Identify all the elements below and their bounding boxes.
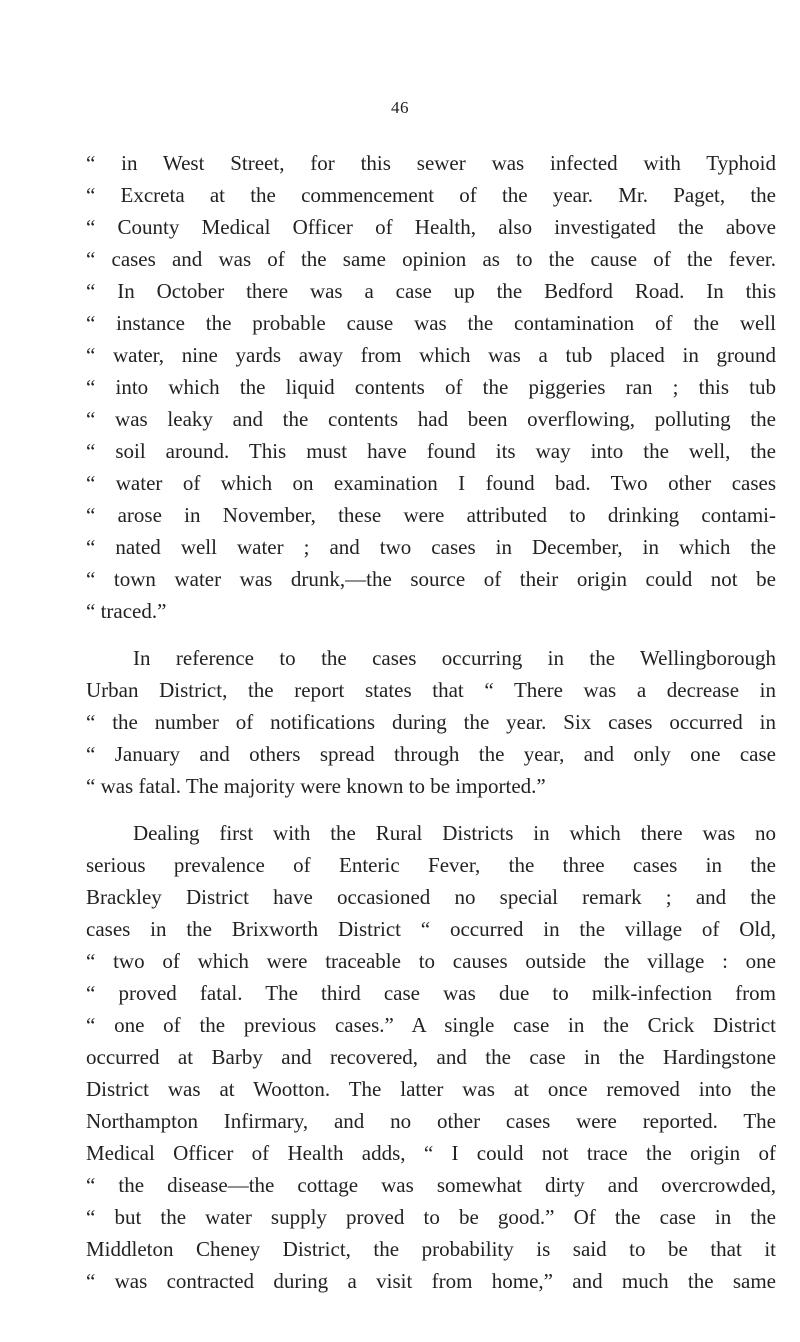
text-line: “ was fatal. The majority were known to be imported.” (86, 774, 546, 798)
text-line: Middleton Cheney District, the probability is said to be that it (86, 1237, 776, 1261)
page-number: 46 (391, 98, 409, 117)
text-line: “ the disease—the cottage was somewhat dirty and overcrowded, (86, 1173, 776, 1197)
text-line: “ instance the probable cause was the contamination of the well (86, 311, 776, 335)
text-line: “ In October there was a case up the Bedford Road. In this (86, 279, 776, 303)
text-line: “ cases and was of the same opinion as to the cause of the fever. (86, 247, 776, 271)
text-line: Urban District, the report states that “ There was a decrease in (86, 678, 776, 702)
text-line: “ nated well water ; and two cases in December, in which the (86, 535, 776, 559)
text-line: “ soil around. This must have found its way into the well, the (86, 439, 776, 463)
text-line: “ water of which on examination I found bad. Two other cases (86, 471, 776, 495)
text-line: “ was contracted during a visit from home,” and much the same (86, 1269, 776, 1293)
text-line: “ town water was drunk,—the source of their origin could not be (86, 567, 776, 591)
text-line: “ water, nine yards away from which was a tub placed in ground (86, 343, 776, 367)
text-line: “ two of which were traceable to causes outside the village : one (86, 949, 776, 973)
text-line: serious prevalence of Enteric Fever, the three cases in the (86, 853, 776, 877)
text-line: “ into which the liquid contents of the piggeries ran ; this tub (86, 375, 776, 399)
text-line: Brackley District have occasioned no special remark ; and the (86, 885, 776, 909)
text-line: “ January and others spread through the year, and only one case (86, 742, 776, 766)
text-line: “ was leaky and the contents had been overflowing, polluting the (86, 407, 776, 431)
text-line: Medical Officer of Health adds, “ I could not trace the origin of (86, 1141, 776, 1165)
text-line: “ in West Street, for this sewer was infected with Typhoid (86, 151, 776, 175)
text-line: “ the number of notifications during the year. Six cases occurred in (86, 710, 776, 734)
text-line: “ but the water supply proved to be good.” Of the case in the (86, 1205, 776, 1229)
text-line: cases in the Brixworth District “ occurred in the village of Old, (86, 917, 776, 941)
text-line: “ proved fatal. The third case was due to milk-infection from (86, 981, 776, 1005)
text-line: Dealing first with the Rural Districts in which there was no (133, 821, 776, 845)
text-line: “ one of the previous cases.” A single case in the Crick District (86, 1013, 776, 1037)
text-line: In reference to the cases occurring in the Wellingborough (133, 646, 776, 670)
text-line: “ arose in November, these were attributed to drinking contami- (86, 503, 776, 527)
text-line: occurred at Barby and recovered, and the case in the Hardingstone (86, 1045, 776, 1069)
text-line: District was at Wootton. The latter was at once removed into the (86, 1077, 776, 1101)
text-line: Northampton Infirmary, and no other cases were reported. The (86, 1109, 776, 1133)
text-line: “ Excreta at the commencement of the year. Mr. Paget, the (86, 183, 776, 207)
text-line: “ traced.” (86, 599, 167, 623)
text-line: “ County Medical Officer of Health, also investigated the above (86, 215, 776, 239)
